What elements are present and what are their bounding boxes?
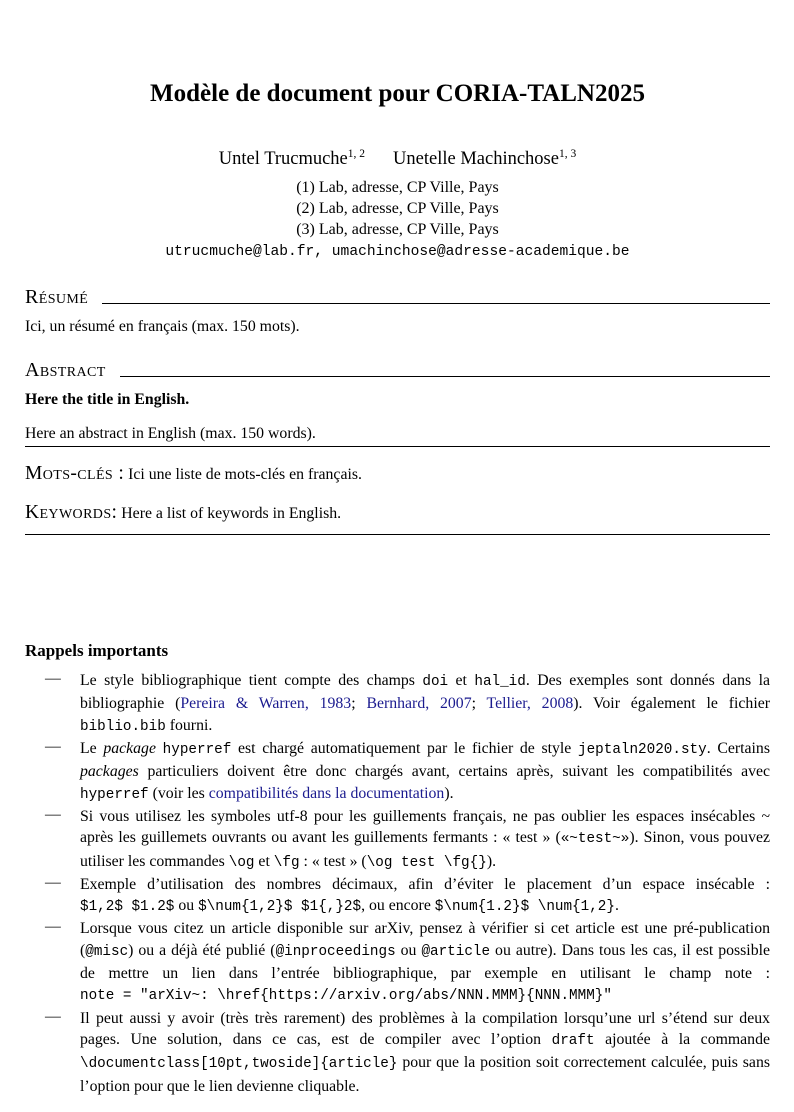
rappels-list <box>25 670 770 1097</box>
citation-link[interactable]: Tellier, 2008 <box>486 695 574 713</box>
bullet-dash-icon: — <box>45 738 61 756</box>
code-span: \fg <box>273 854 300 871</box>
abstract-heading: Abstract <box>25 359 106 382</box>
text-span: Exemple d’utilisation des nombres décimaux, afin d’éviter le placement d’un espace insécable : <box>80 875 770 893</box>
author-superscript: 1, 3 <box>558 148 577 160</box>
list-item <box>25 874 770 919</box>
text-span: Le <box>80 740 104 758</box>
citation-link[interactable]: Bernhard, 2007 <box>366 695 472 713</box>
motscles-text: Ici une liste de mots-clés en français. <box>124 466 362 484</box>
author-name: Unetelle Machinchose <box>393 149 559 170</box>
resume-heading-row <box>25 287 770 307</box>
text-span: et <box>254 852 274 870</box>
bullet-dash-icon: — <box>45 805 61 823</box>
text-span: ). <box>444 784 454 802</box>
code-span: note = "arXiv~: \href{https://arxiv.org/abs/NNN.MMM}{NNN.MMM}" <box>80 988 612 1005</box>
code-span: $\num{1.2}$ \num{1,2} <box>434 899 615 916</box>
text-span: ). Sinon, vous pouvez utiliser les commandes <box>80 829 770 870</box>
code-span: hyperref <box>80 786 149 803</box>
code-span: doi <box>422 674 449 691</box>
bullet-dash-icon: — <box>45 1007 61 1025</box>
text-span: pour que la position soit correctement calculée, puis sans l’option pour que le lien devienne cliquable. <box>80 1054 770 1095</box>
text-span: (voir les <box>148 784 209 802</box>
code-span: jeptaln2020.sty <box>578 742 707 759</box>
text-span: ou <box>174 897 199 915</box>
text-span: ) ou a déjà été publié ( <box>128 941 276 959</box>
text-span: package <box>103 740 156 758</box>
text-span: particuliers doivent être donc chargés avant, certains après, suivant les compatibilités avec <box>138 763 770 781</box>
abstract-text: Here an abstract in English (max. 150 words). <box>25 423 770 447</box>
text-span: : « test » ( <box>299 852 367 870</box>
list-item-text <box>80 1008 770 1097</box>
section-heading: Rappels importants <box>25 641 169 661</box>
code-span: \og test \fg{} <box>366 854 487 871</box>
text-span: est chargé automatiquement par le fichier de style <box>231 740 578 758</box>
keywords-line <box>25 502 770 525</box>
email-line: utrucmuche@lab.fr, umachinchose@adresse-academique.be <box>165 244 630 261</box>
code-span: @misc <box>85 943 129 960</box>
text-span: ). Voir également le fichier <box>573 695 770 713</box>
documentation-link[interactable]: compatibilités dans la documentation <box>208 784 445 802</box>
code-span: hyperref <box>162 742 232 759</box>
text-span: Lorsque vous citez un article disponible sur arXiv, pensez à vérifier si cet article est une pré-publication ( <box>80 920 770 959</box>
author-name: Untel Trucmuche <box>218 149 348 170</box>
author <box>393 148 576 170</box>
text-span: . <box>614 897 619 915</box>
bullet-dash-icon: — <box>45 918 61 936</box>
text-span: Il peut aussi y avoir (très très rarement) des problèmes à la compilation lorsqu’une url s’étend sur deux pages. Une solution, dans ce cas, est de compiler avec l’option <box>80 1009 770 1048</box>
text-span: , ou encore <box>361 897 435 915</box>
text-span: Le style bibliographique tient compte des champs <box>80 672 423 690</box>
text-span: ; <box>471 695 487 713</box>
code-span: hal_id <box>474 674 526 691</box>
keywords-text: Here a list of keywords in English. <box>117 505 342 523</box>
text-span: ou <box>395 941 422 959</box>
text-span: ; <box>351 695 367 713</box>
list-item-text <box>80 670 770 738</box>
text-span: et <box>448 672 475 690</box>
list-item <box>25 738 770 806</box>
text-span: Si vous utilisez les symboles utf-8 pour les guillements français, ne pas oublier les espaces insécables ~ après les guillemets ouvrants ou avant les guillements fermants : « test » ( <box>80 807 770 847</box>
motscles-line <box>25 463 770 486</box>
text-span: ). <box>486 852 497 870</box>
list-item-text <box>80 874 770 919</box>
text-span: ou autre). Dans tous les cas, il est possible de mettre un lien dans l’entrée bibliographique, par exemple en utilisant le champ note : <box>80 941 770 983</box>
list-item <box>25 1008 770 1097</box>
author-superscript: 1, 2 <box>347 148 366 160</box>
code-span: @article <box>421 943 491 960</box>
code-span: \og <box>228 854 255 871</box>
bullet-dash-icon: — <box>45 873 61 891</box>
resume-rule <box>102 303 770 304</box>
page-title: Modèle de document pour CORIA-TALN2025 <box>150 80 645 107</box>
code-span: \documentclass[10pt,twoside]{article} <box>80 1056 398 1073</box>
code-span: draft <box>551 1032 595 1049</box>
code-span: «~test~» <box>560 831 630 848</box>
code-span: @inproceedings <box>275 943 396 960</box>
text-span <box>156 740 163 757</box>
authors-line <box>25 148 770 170</box>
text-span: . Certains <box>706 740 770 758</box>
resume-text: Ici, un résumé en français (max. 150 mots). <box>25 318 300 336</box>
code-span: biblio.bib <box>80 718 166 735</box>
resume-heading: Résumé <box>25 286 89 309</box>
affiliation-line: (3) Lab, adresse, CP Ville, Pays <box>296 221 499 239</box>
english-title: Here the title in English. <box>25 391 190 409</box>
keywords-label: Keywords: <box>25 502 118 524</box>
code-span: $1,2$ $1.2$ <box>80 899 175 916</box>
list-item-text <box>80 806 770 874</box>
bullet-dash-icon: — <box>45 670 61 688</box>
list-item <box>25 918 770 1007</box>
list-item-text <box>80 918 770 1007</box>
text-span: packages <box>80 763 139 781</box>
text-span: fourni. <box>165 716 213 734</box>
abstract-rule <box>120 376 770 377</box>
affiliation-line: (2) Lab, adresse, CP Ville, Pays <box>296 200 499 218</box>
author <box>219 148 365 170</box>
citation-link[interactable]: Pereira & Warren, 1983 <box>180 695 352 713</box>
list-item <box>25 670 770 738</box>
text-span: ajoutée à la commande <box>594 1030 770 1048</box>
affiliation-line: (1) Lab, adresse, CP Ville, Pays <box>296 179 499 197</box>
list-item <box>25 806 770 874</box>
text-span: . Des exemples sont donnés dans la bibliographie ( <box>80 672 770 713</box>
code-span: $\num{1,2}$ $1{,}2$ <box>198 899 362 916</box>
list-item-text <box>80 738 770 806</box>
motscles-label: Mots-clés : <box>25 463 125 485</box>
abstract-heading-row <box>25 360 770 380</box>
separator-rule <box>25 534 770 535</box>
